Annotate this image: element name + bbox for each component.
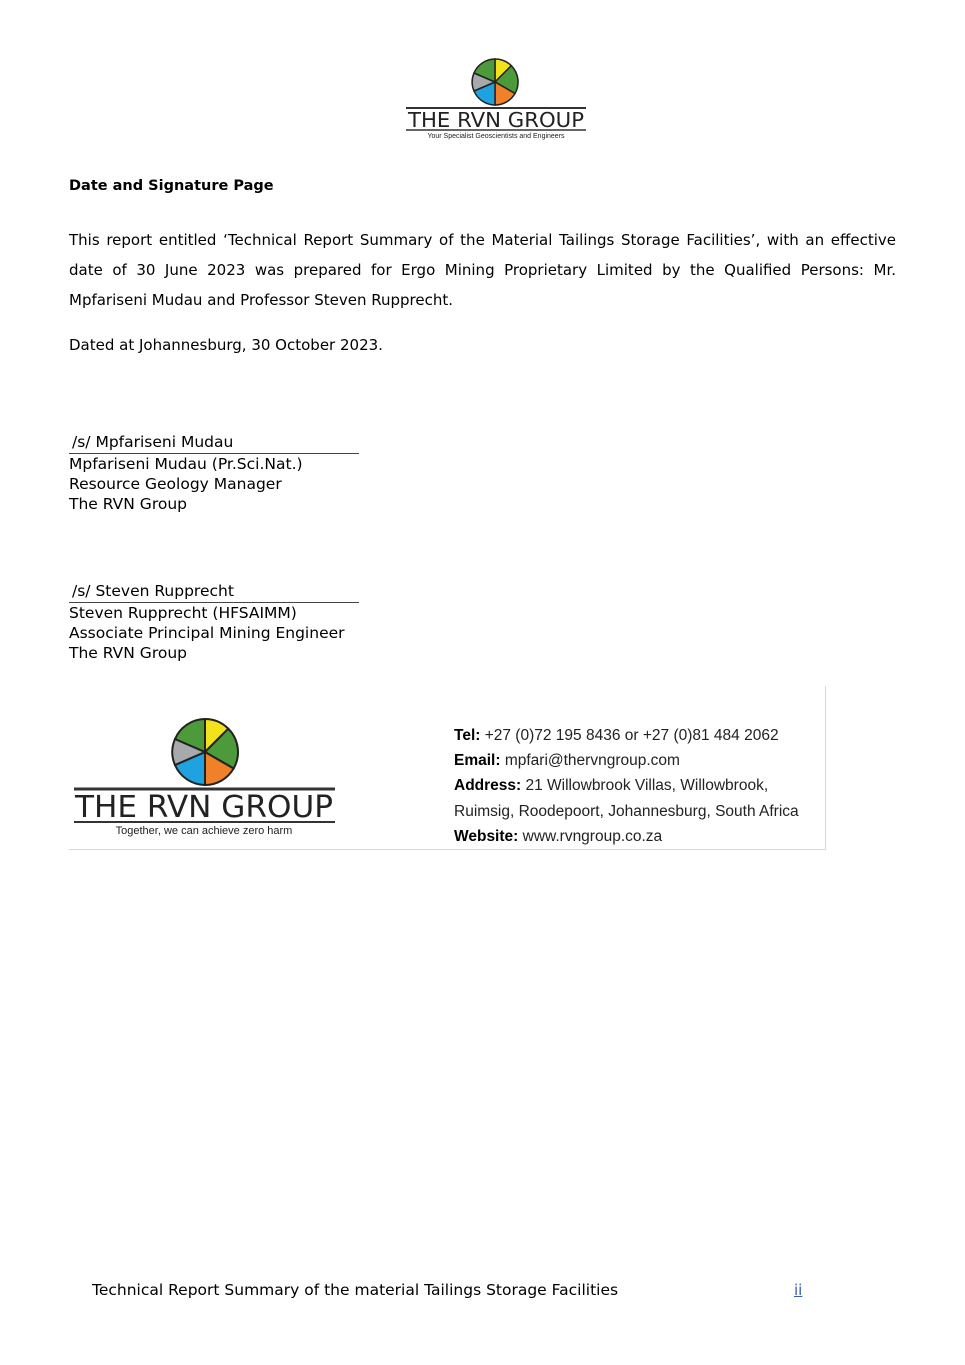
email-value: mpfari@thervngroup.com [500, 752, 680, 770]
page-heading: Date and Signature Page [69, 178, 274, 194]
company-logo-card [72, 716, 337, 841]
company-logo-top [404, 58, 588, 142]
card-logo-tagline: Together, we can achieve zero harm [115, 825, 293, 837]
card-logo-name: THE RVN GROUP [73, 790, 334, 825]
address-value: 21 Willowbrook Villas, Willowbrook, [521, 777, 769, 795]
contact-details [454, 723, 799, 849]
website-value: www.rvngroup.co.za [518, 827, 663, 845]
email-label: Email: [454, 752, 501, 770]
logo-top-name: THE RVN GROUP [406, 108, 584, 132]
signatory-company: The RVN Group [69, 644, 187, 662]
website-label: Website: [454, 827, 519, 845]
tel-label: Tel: [454, 727, 481, 744]
signature-block-mudau [69, 431, 359, 514]
page-number: ii [794, 1281, 803, 1299]
address-label: Address: [454, 777, 522, 795]
contact-card [69, 686, 826, 850]
address-value-line-2: Ruimsig, Roodepoort, Johannesburg, South Africa [454, 802, 799, 820]
signature-line: /s/ Mpfariseni Mudau [69, 431, 359, 454]
logo-top-tagline: Your Specialist Geoscientists and Engineers [427, 133, 565, 140]
signature-line: /s/ Steven Rupprecht [69, 580, 359, 603]
signatory-title: Resource Geology Manager [69, 475, 282, 493]
dated-line: Dated at Johannesburg, 30 October 2023. [69, 336, 383, 354]
signatory-name: Mpfariseni Mudau (Pr.Sci.Nat.) [69, 455, 303, 473]
signatory-company: The RVN Group [69, 495, 187, 513]
signatory-title: Associate Principal Mining Engineer [69, 624, 345, 642]
tel-value: +27 (0)72 195 8436 or +27 (0)81 484 2062 [480, 727, 779, 744]
footer-title: Technical Report Summary of the material Tailings Storage Facilities [92, 1281, 619, 1299]
signatory-name: Steven Rupprecht (HFSAIMM) [69, 604, 297, 622]
signature-block-rupprecht [69, 580, 359, 663]
report-paragraph: This report entitled ‘Technical Report Summary of the Material Tailings Storage Facilities’, with an effective date of 30 June 2023 was prepared for Ergo Mining Proprietary Limited by the Qualified Persons: Mr. Mpfariseni Mudau and Professor Steven Rupprecht. [69, 231, 896, 309]
